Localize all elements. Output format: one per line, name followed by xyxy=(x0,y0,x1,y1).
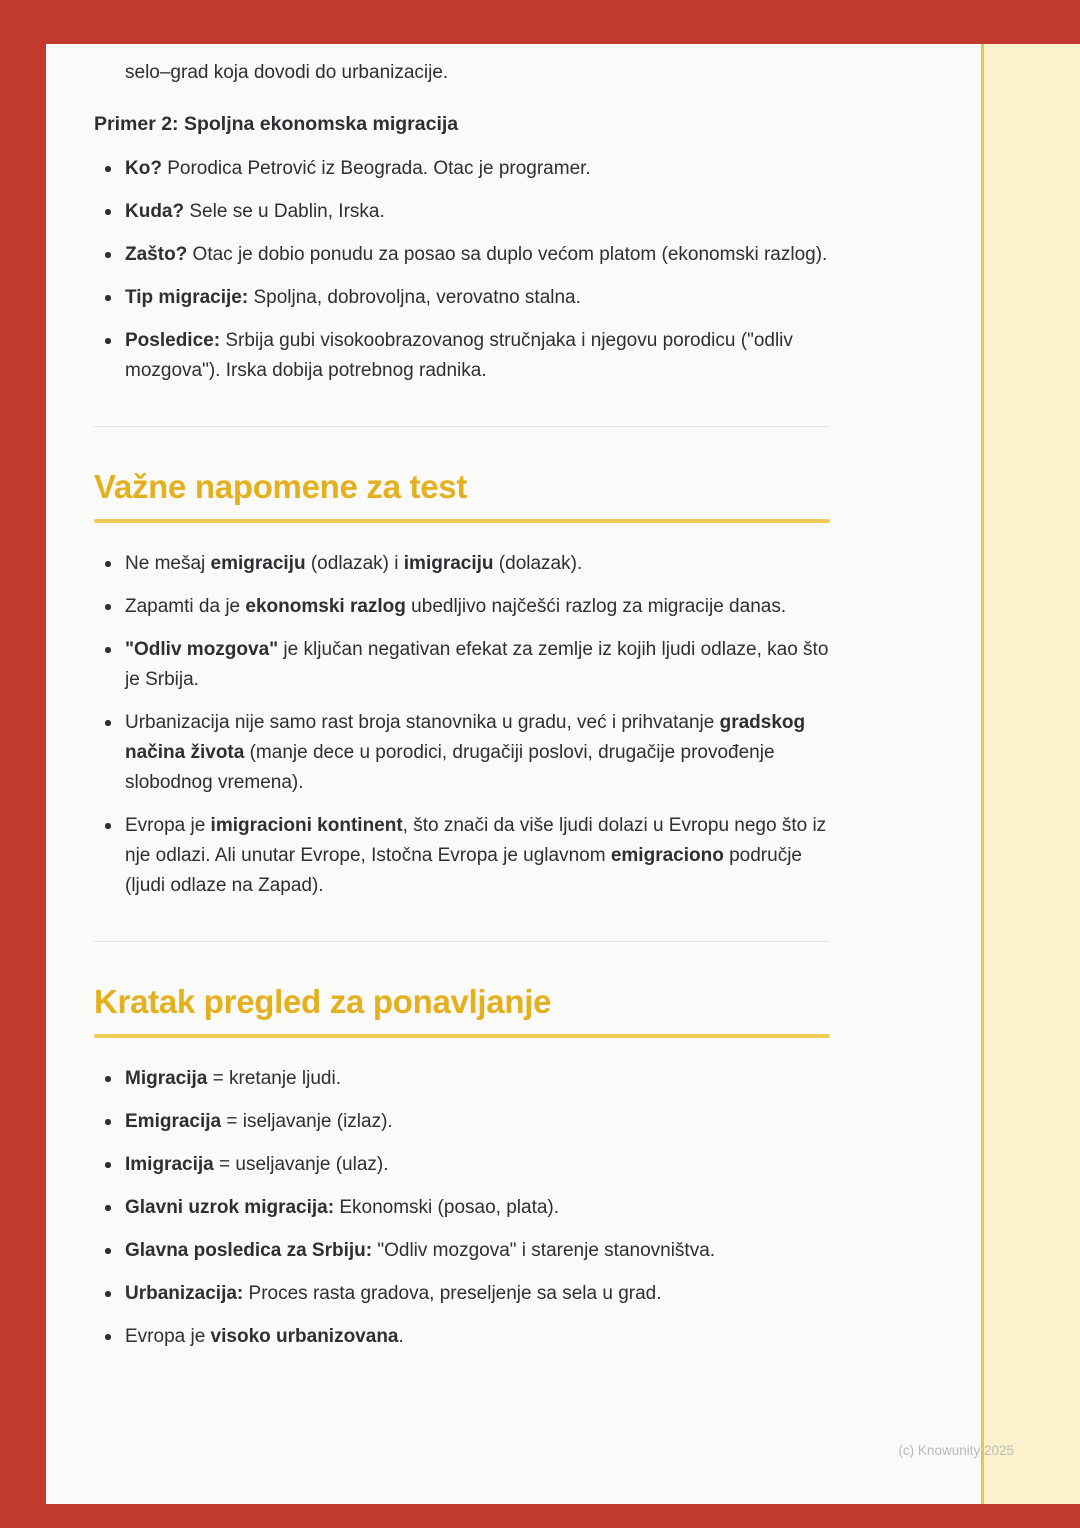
text-segment: (dolazak). xyxy=(493,553,583,574)
list-item xyxy=(94,1279,830,1309)
text-segment: Zapamti da je xyxy=(125,596,246,617)
list-item xyxy=(94,240,830,270)
page-content xyxy=(94,58,830,1365)
bold-text-segment: Emigracija xyxy=(125,1111,222,1132)
bold-text-segment: imigracioni kontinent xyxy=(210,815,403,836)
bold-text-segment: imigraciju xyxy=(403,553,494,574)
list-item xyxy=(94,1107,830,1137)
text-segment: = iseljavanje (izlaz). xyxy=(221,1111,393,1132)
review-heading: Kratak pregled za ponavljanje xyxy=(94,983,552,1020)
text-segment: Porodica Petrović iz Beograda. Otac je programer. xyxy=(161,158,591,179)
bold-text-segment: Imigracija xyxy=(125,1154,214,1175)
watermark-text: (c) Knowunity 2025 xyxy=(898,1443,1014,1458)
notes-heading-underline xyxy=(94,519,830,523)
text-segment: Ekonomski (posao, plata). xyxy=(334,1197,560,1218)
text-segment: "Odliv mozgova" i starenje stanovništva. xyxy=(372,1240,716,1261)
document-page xyxy=(46,44,1080,1504)
bold-text-segment: visoko urbanizovana xyxy=(210,1326,399,1347)
text-segment: je ključan negativan efekat za zemlje iz kojih ljudi odlaze, kao što je Srbija. xyxy=(125,639,829,690)
bold-text-segment: gradskog načina života xyxy=(125,712,806,763)
text-segment: . xyxy=(398,1326,404,1347)
bold-text-segment: Migracija xyxy=(125,1068,208,1089)
bold-text-segment: Zašto? xyxy=(125,244,188,265)
text-segment: = useljavanje (ulaz). xyxy=(213,1154,389,1175)
section-divider xyxy=(94,941,830,942)
example2-list xyxy=(94,154,830,386)
list-item xyxy=(94,283,830,313)
text-segment: (manje dece u porodici, drugačiji poslovi, drugačije provođenje slobodnog vremena). xyxy=(125,742,775,793)
bold-text-segment: emigraciju xyxy=(210,553,306,574)
section-divider xyxy=(94,426,830,427)
list-item xyxy=(94,1236,830,1266)
text-segment: Urbanizacija nije samo rast broja stanovnika u gradu, već i prihvatanje xyxy=(125,712,720,733)
bold-text-segment: ekonomski razlog xyxy=(245,596,406,617)
text-segment: (odlazak) i xyxy=(305,553,404,574)
list-item xyxy=(94,1193,830,1223)
list-item xyxy=(94,811,830,901)
text-segment: Otac je dobio ponudu za posao sa duplo većom platom (ekonomski razlog). xyxy=(187,244,828,265)
list-item xyxy=(94,1064,830,1094)
text-segment: Proces rasta gradova, preseljenje sa sela u grad. xyxy=(243,1283,662,1304)
bold-text-segment: Posledice: xyxy=(125,330,221,351)
list-item xyxy=(94,708,830,798)
text-segment: , što znači da više ljudi dolazi u Evropu nego što iz nje odlazi. Ali unutar Evrope, Istočna Evropa je uglavnom xyxy=(125,815,827,866)
bold-text-segment: Ko? xyxy=(125,158,162,179)
list-item xyxy=(94,154,830,184)
text-segment: Srbija gubi visokoobrazovanog stručnjaka i njegovu porodicu ("odliv mozgova"). Irska dobija potrebnog radnika. xyxy=(125,330,793,381)
bold-text-segment: Glavna posledica za Srbiju: xyxy=(125,1240,373,1261)
notes-heading: Važne napomene za test xyxy=(94,468,468,505)
example2-heading: Primer 2: Spoljna ekonomska migracija xyxy=(94,113,459,135)
bold-text-segment: Kuda? xyxy=(125,201,185,222)
continuation-text: selo–grad koja dovodi do urbanizacije. xyxy=(125,62,449,83)
list-item xyxy=(94,1150,830,1180)
text-segment: područje (ljudi odlaze na Zapad). xyxy=(125,845,802,896)
list-item xyxy=(94,549,830,579)
text-segment: Evropa je xyxy=(125,1326,211,1347)
list-item xyxy=(94,326,830,386)
text-segment: ubedljivo najčešći razlog za migracije danas. xyxy=(405,596,787,617)
text-segment: Spoljna, dobrovoljna, verovatno stalna. xyxy=(248,287,581,308)
bold-text-segment: Tip migracije: xyxy=(125,287,249,308)
bold-text-segment: "Odliv mozgova" xyxy=(125,639,279,660)
text-segment: = kretanje ljudi. xyxy=(207,1068,341,1089)
notebook-margin-strip xyxy=(981,44,1080,1504)
text-segment: Sele se u Dablin, Irska. xyxy=(184,201,385,222)
bold-text-segment: Urbanizacija: xyxy=(125,1283,244,1304)
list-item xyxy=(94,592,830,622)
text-segment: Ne mešaj xyxy=(125,553,211,574)
text-segment: Evropa je xyxy=(125,815,211,836)
bold-text-segment: emigraciono xyxy=(610,845,724,866)
review-list xyxy=(94,1064,830,1352)
list-item xyxy=(94,1322,830,1352)
list-item xyxy=(94,197,830,227)
review-heading-underline xyxy=(94,1034,830,1038)
list-item xyxy=(94,635,830,695)
notes-list xyxy=(94,549,830,901)
bold-text-segment: Glavni uzrok migracija: xyxy=(125,1197,335,1218)
